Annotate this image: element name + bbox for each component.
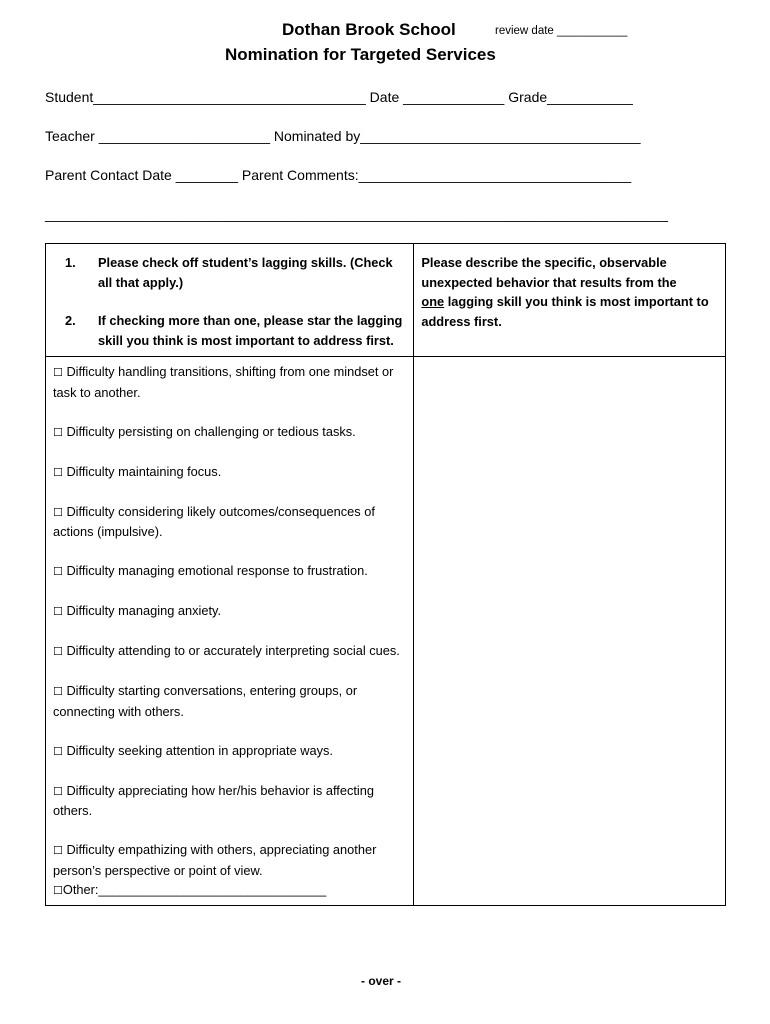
skill-item[interactable] <box>53 561 407 582</box>
other-field[interactable]: Other:________________________________ <box>62 882 327 897</box>
checkbox-icon[interactable]: ☐ <box>53 425 63 439</box>
describe-text-after: lagging skill you think is most important to address first. <box>421 294 709 329</box>
describe-text-underlined: one <box>421 294 445 309</box>
describe-behavior-header <box>414 244 726 357</box>
skill-item[interactable] <box>53 462 407 483</box>
skill-item[interactable] <box>53 741 407 762</box>
instructions-cell <box>46 244 414 357</box>
skill-label: Difficulty seeking attention in appropriate ways. <box>66 742 333 758</box>
form-title: Nomination for Targeted Services <box>225 45 496 64</box>
table-body-row <box>46 357 726 906</box>
comments-continuation-line[interactable]: ________________________________________________________________________________ <box>45 206 668 222</box>
checkbox-icon[interactable]: ☐ <box>53 744 63 758</box>
table-header-row <box>46 244 726 357</box>
behavior-description-area[interactable] <box>414 357 726 906</box>
skill-label: Difficulty appreciating how her/his behavior is affecting others. <box>53 782 374 818</box>
student-date-grade-line[interactable]: Student___________________________________ Date _____________ Grade___________ <box>45 89 633 105</box>
checkbox-icon[interactable]: ☐ <box>53 465 63 479</box>
skill-label: Difficulty considering likely outcomes/consequences of actions (impulsive). <box>53 503 375 539</box>
skill-label: Difficulty empathizing with others, appreciating another person’s perspective or point of view. <box>53 842 377 878</box>
skill-label: Difficulty handling transitions, shifting from one mindset or task to another. <box>53 364 394 400</box>
skill-label: Difficulty attending to or accurately interpreting social cues. <box>66 643 400 658</box>
skill-label: Difficulty maintaining focus. <box>66 463 222 479</box>
skill-item-other[interactable] <box>53 880 407 901</box>
instruction-2-number: 2. <box>65 313 76 328</box>
lagging-skills-table <box>45 243 726 906</box>
checkbox-icon[interactable]: ☐ <box>53 884 63 897</box>
checkbox-icon[interactable]: ☐ <box>53 685 63 698</box>
skill-item[interactable] <box>53 362 407 402</box>
instruction-1 <box>60 253 405 292</box>
skill-label: Difficulty managing anxiety. <box>66 603 222 618</box>
skill-label: Difficulty starting conversations, entering groups, or connecting with others. <box>53 683 358 719</box>
skill-item[interactable] <box>53 422 407 443</box>
checkbox-icon[interactable]: ☐ <box>53 605 63 618</box>
checkbox-icon[interactable]: ☐ <box>53 565 63 578</box>
skill-item[interactable] <box>53 681 407 721</box>
review-date-field[interactable]: review date ___________ <box>495 25 628 37</box>
skill-label: Difficulty managing emotional response to frustration. <box>66 563 368 578</box>
instruction-1-text: Please check off student’s lagging skills. (Check all that apply.) <box>98 255 393 290</box>
skill-label: Difficulty persisting on challenging or tedious tasks. <box>66 423 356 439</box>
checkbox-icon[interactable]: ☐ <box>53 784 63 798</box>
checkbox-icon[interactable]: ☐ <box>53 505 63 519</box>
skill-list <box>53 362 407 880</box>
teacher-nominated-by-line[interactable]: Teacher ______________________ Nominated by____________________________________ <box>45 128 641 144</box>
parent-contact-comments-line[interactable]: Parent Contact Date ________ Parent Comments:___________________________________ <box>45 167 632 183</box>
describe-text-before: Please describe the specific, observable unexpected behavior that results from the <box>421 255 677 290</box>
skill-item[interactable] <box>53 502 407 542</box>
instruction-2 <box>60 311 405 350</box>
page-footer-over: - over - <box>361 974 402 988</box>
skills-checklist <box>46 357 414 906</box>
checkbox-icon[interactable]: ☐ <box>53 366 63 379</box>
checkbox-icon[interactable]: ☐ <box>53 645 63 658</box>
skill-item[interactable] <box>53 601 407 622</box>
skill-item[interactable] <box>53 840 407 880</box>
school-name: Dothan Brook School <box>282 20 456 39</box>
skill-item[interactable] <box>53 641 407 662</box>
instruction-2-text: If checking more than one, please star the lagging skill you think is most important to address first. <box>98 313 403 348</box>
checkbox-icon[interactable]: ☐ <box>53 844 63 857</box>
skill-item[interactable] <box>53 781 407 821</box>
instruction-1-number: 1. <box>65 255 76 270</box>
